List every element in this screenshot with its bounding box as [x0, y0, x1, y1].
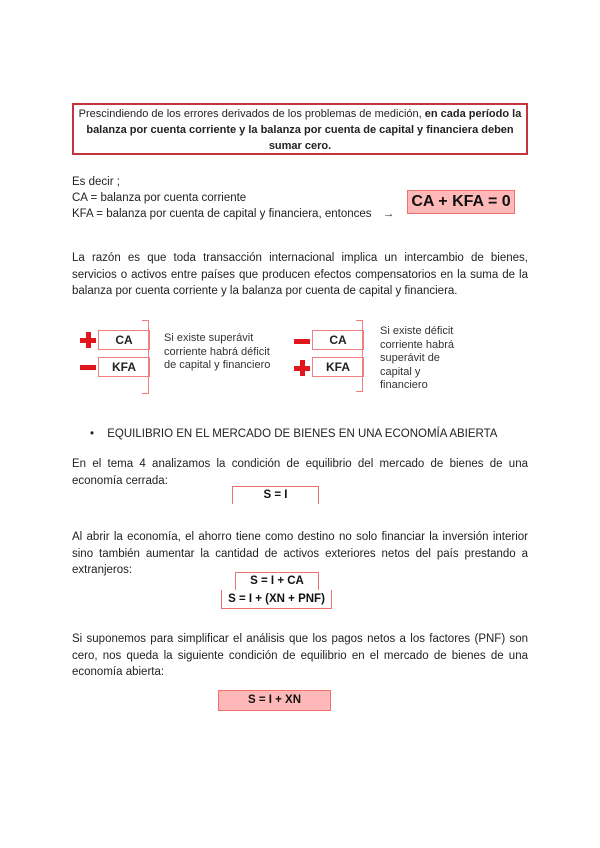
- note-bold-text: en cada período la balanza por cuenta corriente y la balanza por cuenta de capital y financiera deben sumar cero.: [86, 108, 522, 152]
- paragraph-reason: La razón es que toda transacción internacional implica un intercambio de bienes, servicios o activos entre países que producen efectos compensatorios en la suma de la balanza por cuenta corriente y la balanza por cuenta de capital y financiera.: [72, 252, 528, 297]
- ca-label: CA: [98, 330, 150, 350]
- brace: [142, 320, 149, 394]
- section-title: EQUILIBRIO EN EL MERCADO DE BIENES EN UNA ECONOMÍA ABIERTA: [107, 428, 498, 440]
- note-normal-text: Prescindiendo de los errores derivados de los problemas de medición,: [78, 108, 425, 120]
- intro-line: Es decir ;: [72, 176, 120, 188]
- paragraph-pnf-zero: Si suponemos para simplificar el análisis que los pagos netos a los factores (PNF) son cero, nos queda la siguiente condición de equilibrio en el mercado de bienes de una economía abierta:: [72, 633, 528, 678]
- equation-s-i: S = I: [232, 486, 319, 504]
- paragraph-closed-economy: En el tema 4 analizamos la condición de equilibrio del mercado de bienes de una economía cerrada:: [72, 458, 528, 487]
- brace: [356, 320, 363, 392]
- equation-s-i-ca: S = I + CA: [235, 572, 319, 590]
- ca-definition: CA = balanza por cuenta corriente: [72, 192, 247, 204]
- plus-icon: [80, 332, 96, 348]
- equation-s-i-xn-pnf: S = I + (XN + PNF): [221, 590, 332, 609]
- paragraph-open-economy: Al abrir la economía, el ahorro tiene como destino no solo financiar la inversión interior sino también aumentar la cantidad de activos exteriores netos del país prestando a extranjeros:: [72, 531, 528, 576]
- surplus-explanation: Si existe superávit corriente habrá déficit de capital y financiero: [164, 332, 271, 371]
- equation-s-i-xn: S = I + XN: [218, 690, 331, 711]
- bullet-icon: •: [90, 428, 95, 440]
- arrow-right-icon: →: [382, 208, 395, 220]
- kfa-label: KFA: [312, 357, 364, 377]
- plus-icon: [294, 360, 310, 376]
- section-heading: [90, 428, 497, 440]
- highlight-note-box: [72, 103, 528, 155]
- equation-ca-kfa: CA + KFA = 0: [407, 190, 515, 214]
- kfa-definition: KFA = balanza por cuenta de capital y financiera, entonces: [72, 208, 372, 220]
- deficit-explanation: Si existe déficit corriente habrá superávit de capital y financiero: [380, 325, 454, 391]
- ca-label: CA: [312, 330, 364, 350]
- minus-icon: [80, 365, 96, 370]
- kfa-label: KFA: [98, 357, 150, 377]
- minus-icon: [294, 339, 310, 344]
- definitions: [72, 174, 394, 222]
